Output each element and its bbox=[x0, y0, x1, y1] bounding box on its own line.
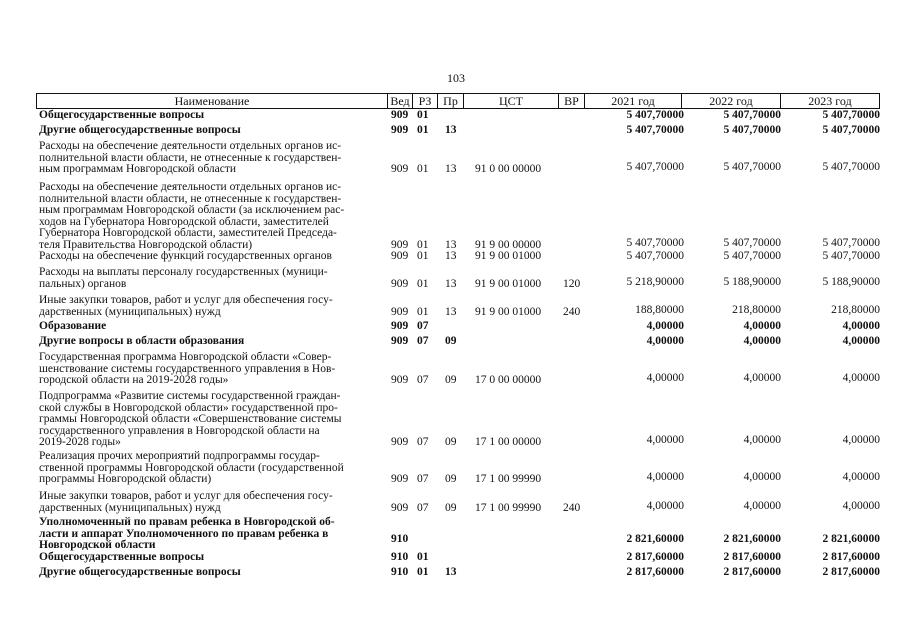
cell-v2022: 5 188,90000 bbox=[723, 275, 781, 288]
cell-pr: 13 bbox=[445, 238, 457, 251]
header-pr: Пр bbox=[437, 93, 464, 109]
cell-v2023: 5 407,70000 bbox=[822, 236, 880, 249]
row-name-line: Расходы на обеспечение функций государственных органов bbox=[39, 250, 332, 262]
cell-ved: 909 bbox=[391, 320, 409, 332]
header-2022: 2022 год bbox=[681, 93, 781, 109]
row-name-line: ным программам Новгородской области (за исключением рас- bbox=[39, 204, 345, 216]
cell-v2023: 4,00000 bbox=[842, 471, 880, 483]
cell-ved: 909 bbox=[391, 250, 409, 262]
cell-v2023: 5 407,70000 bbox=[822, 250, 880, 262]
cell-cst: 91 0 00 00000 bbox=[475, 163, 542, 175]
row-name-line: дарственных (муниципальных) нужд bbox=[39, 501, 221, 514]
row-name-line: ской службы в Новгородской области» государственной про- bbox=[39, 401, 338, 414]
page-number: 103 bbox=[447, 71, 465, 85]
row-name-line: полнительной власти области, не отнесенные к государствен- bbox=[39, 192, 342, 205]
cell-pr: 09 bbox=[445, 335, 457, 347]
cell-v2022: 4,00000 bbox=[743, 372, 781, 384]
cell-v2021: 2 821,60000 bbox=[626, 533, 684, 545]
cell-v2021: 5 407,70000 bbox=[626, 236, 684, 249]
cell-ved: 909 bbox=[391, 277, 409, 290]
cell-v2022: 218,80000 bbox=[732, 303, 781, 316]
cell-v2022: 5 407,70000 bbox=[723, 236, 781, 249]
header-ved: Вед bbox=[387, 93, 413, 109]
cell-rz: 01 bbox=[417, 163, 429, 175]
cell-v2023: 5 188,90000 bbox=[822, 275, 880, 288]
cell-v2021: 5 407,70000 bbox=[626, 109, 684, 121]
cell-cst: 17 1 00 99990 bbox=[475, 473, 542, 485]
cell-cst: 91 9 00 01000 bbox=[475, 277, 542, 290]
row-name-line: Другие общегосударственные вопросы bbox=[39, 566, 241, 578]
cell-v2021: 5 407,70000 bbox=[626, 161, 684, 173]
row-name-line: Общегосударственные вопросы bbox=[39, 109, 205, 121]
row-name-line: ходов на Губернатора Новгородской области, заместителей bbox=[39, 215, 329, 228]
row-name-line: городской области на 2019-2028 годы» bbox=[39, 374, 229, 386]
row-name-line: Другие общегосударственные вопросы bbox=[39, 124, 241, 136]
header-rz: РЗ bbox=[412, 93, 438, 109]
header-2023: 2023 год bbox=[780, 93, 880, 109]
header-cst: ЦСТ bbox=[463, 93, 559, 109]
cell-cst: 17 0 00 00000 bbox=[475, 374, 542, 386]
cell-rz: 01 bbox=[417, 566, 429, 578]
row-name-line: ственной программы Новгородской области (государственной bbox=[39, 461, 344, 474]
cell-v2023: 5 407,70000 bbox=[822, 124, 880, 136]
cell-ved: 909 bbox=[391, 473, 409, 485]
cell-rz: 07 bbox=[417, 335, 429, 347]
cell-v2022: 4,00000 bbox=[743, 471, 781, 483]
cell-ved: 909 bbox=[391, 436, 409, 448]
cell-vr: 120 bbox=[563, 277, 581, 290]
cell-v2023: 4,00000 bbox=[842, 434, 880, 446]
header-vr: ВР bbox=[558, 93, 585, 109]
cell-ved: 909 bbox=[391, 374, 409, 386]
row-name-line: Расходы на выплаты персоналу государственных (муници- bbox=[39, 266, 328, 278]
cell-pr: 13 bbox=[445, 566, 457, 578]
cell-pr: 13 bbox=[445, 124, 457, 136]
row-name-line: дарственных (муниципальных) нужд bbox=[39, 305, 221, 318]
cell-cst: 17 1 00 00000 bbox=[475, 436, 542, 448]
row-name-line: пальных) органов bbox=[39, 277, 127, 290]
cell-v2021: 2 817,60000 bbox=[626, 566, 684, 578]
cell-rz: 07 bbox=[417, 473, 429, 485]
row-name-line: Реализация прочих мероприятий подпрограммы государ- bbox=[39, 450, 320, 462]
cell-rz: 07 bbox=[417, 501, 429, 514]
cell-cst: 91 9 00 01000 bbox=[475, 250, 542, 262]
cell-ved: 910 bbox=[391, 566, 409, 578]
cell-pr: 13 bbox=[445, 305, 457, 318]
cell-v2023: 4,00000 bbox=[842, 320, 880, 332]
row-name-line: Иные закупки товаров, работ и услуг для обеспечения госу- bbox=[39, 294, 333, 306]
cell-v2022: 4,00000 bbox=[743, 434, 781, 446]
cell-ved: 909 bbox=[391, 335, 409, 347]
cell-v2021: 4,00000 bbox=[646, 434, 684, 446]
cell-v2021: 5 407,70000 bbox=[626, 250, 684, 262]
cell-v2021: 4,00000 bbox=[646, 372, 684, 384]
header-name: Наименование bbox=[36, 93, 388, 109]
cell-ved: 910 bbox=[391, 533, 409, 545]
cell-v2023: 2 817,60000 bbox=[822, 551, 880, 563]
cell-ved: 909 bbox=[391, 124, 409, 136]
cell-vr: 240 bbox=[563, 305, 581, 318]
cell-vr: 240 bbox=[563, 501, 581, 514]
cell-v2023: 2 821,60000 bbox=[822, 533, 880, 545]
cell-rz: 01 bbox=[417, 551, 429, 563]
cell-pr: 13 bbox=[445, 163, 457, 175]
cell-v2022: 5 407,70000 bbox=[723, 109, 781, 121]
cell-rz: 01 bbox=[417, 305, 429, 318]
row-name-line: ласти и аппарат Уполномоченного по правам ребенка в bbox=[39, 527, 329, 540]
cell-v2022: 2 817,60000 bbox=[723, 551, 781, 563]
cell-v2021: 5 407,70000 bbox=[626, 124, 684, 136]
cell-v2023: 4,00000 bbox=[842, 499, 880, 512]
cell-rz: 07 bbox=[417, 320, 429, 332]
cell-pr: 09 bbox=[445, 501, 457, 514]
cell-pr: 09 bbox=[445, 374, 457, 386]
cell-rz: 07 bbox=[417, 374, 429, 386]
cell-v2021: 4,00000 bbox=[646, 499, 684, 512]
cell-v2023: 218,80000 bbox=[831, 303, 880, 316]
cell-v2021: 4,00000 bbox=[646, 471, 684, 483]
cell-ved: 909 bbox=[391, 501, 409, 514]
cell-v2023: 4,00000 bbox=[842, 372, 880, 384]
cell-v2021: 5 218,90000 bbox=[626, 275, 684, 288]
cell-pr: 09 bbox=[445, 436, 457, 448]
cell-v2021: 4,00000 bbox=[646, 335, 684, 347]
row-name-line: шенствование системы государственного управления в Нов- bbox=[39, 362, 336, 375]
cell-rz: 01 bbox=[417, 277, 429, 290]
row-name-line: Новгородской области bbox=[39, 539, 156, 551]
row-name-line: Подпрограмма «Развитие системы государственной граждан- bbox=[39, 390, 341, 402]
cell-rz: 01 bbox=[417, 124, 429, 136]
cell-v2021: 188,80000 bbox=[635, 303, 684, 316]
cell-ved: 909 bbox=[391, 305, 409, 318]
row-name-line: граммы Новгородской области «Совершенствование системы bbox=[39, 413, 342, 425]
row-name-line: теля Правительства Новгородской области) bbox=[39, 238, 253, 251]
row-name-line: Уполномоченный по правам ребенка в Новгородской об- bbox=[39, 516, 335, 528]
row-name-line: Расходы на обеспечение деятельности отдельных органов ис- bbox=[39, 140, 342, 152]
cell-v2022: 2 821,60000 bbox=[723, 533, 781, 545]
row-name-line: 2019-2028 годы» bbox=[39, 436, 121, 448]
cell-v2021: 2 817,60000 bbox=[626, 551, 684, 563]
row-name-line: Губернатора Новгородской области, заместителей Председа- bbox=[39, 227, 337, 239]
cell-cst: 17 1 00 99990 bbox=[475, 501, 542, 514]
cell-ved: 909 bbox=[391, 163, 409, 175]
cell-ved: 909 bbox=[391, 238, 409, 251]
cell-pr: 09 bbox=[445, 473, 457, 485]
cell-ved: 909 bbox=[391, 109, 409, 121]
cell-rz: 01 bbox=[417, 238, 429, 251]
row-name-line: Иные закупки товаров, работ и услуг для обеспечения госу- bbox=[39, 490, 333, 502]
cell-v2022: 2 817,60000 bbox=[723, 566, 781, 578]
cell-v2022: 5 407,70000 bbox=[723, 250, 781, 262]
row-name-line: государственного управления в Новгородской области на bbox=[39, 424, 320, 437]
cell-v2023: 5 407,70000 bbox=[822, 109, 880, 121]
cell-v2023: 2 817,60000 bbox=[822, 566, 880, 578]
cell-pr: 13 bbox=[445, 250, 457, 262]
header-2021: 2021 год bbox=[584, 93, 682, 109]
cell-rz: 01 bbox=[417, 250, 429, 262]
cell-v2023: 4,00000 bbox=[842, 335, 880, 347]
row-name-line: Расходы на обеспечение деятельности отдельных органов ис- bbox=[39, 181, 342, 193]
cell-v2021: 4,00000 bbox=[646, 320, 684, 332]
row-name-line: Другие вопросы в области образования bbox=[39, 335, 245, 347]
cell-rz: 01 bbox=[417, 109, 429, 121]
row-name-line: Государственная программа Новгородской области «Совер- bbox=[39, 351, 332, 363]
cell-cst: 91 9 00 00000 bbox=[475, 238, 542, 251]
cell-ved: 910 bbox=[391, 551, 409, 563]
cell-v2022: 5 407,70000 bbox=[723, 161, 781, 173]
row-name-line: Образование bbox=[39, 320, 107, 332]
row-name-line: ным программам Новгородской области bbox=[39, 163, 237, 175]
cell-v2022: 4,00000 bbox=[743, 335, 781, 347]
row-name-line: Общегосударственные вопросы bbox=[39, 551, 205, 563]
row-name-line: программы Новгородской области) bbox=[39, 473, 212, 485]
cell-v2022: 4,00000 bbox=[743, 499, 781, 512]
cell-rz: 07 bbox=[417, 436, 429, 448]
cell-pr: 13 bbox=[445, 277, 457, 290]
cell-v2022: 4,00000 bbox=[743, 320, 781, 332]
cell-cst: 91 9 00 01000 bbox=[475, 305, 542, 318]
cell-v2022: 5 407,70000 bbox=[723, 124, 781, 136]
cell-v2023: 5 407,70000 bbox=[822, 161, 880, 173]
row-name-line: полнительной власти области, не отнесенные к государствен- bbox=[39, 151, 342, 164]
